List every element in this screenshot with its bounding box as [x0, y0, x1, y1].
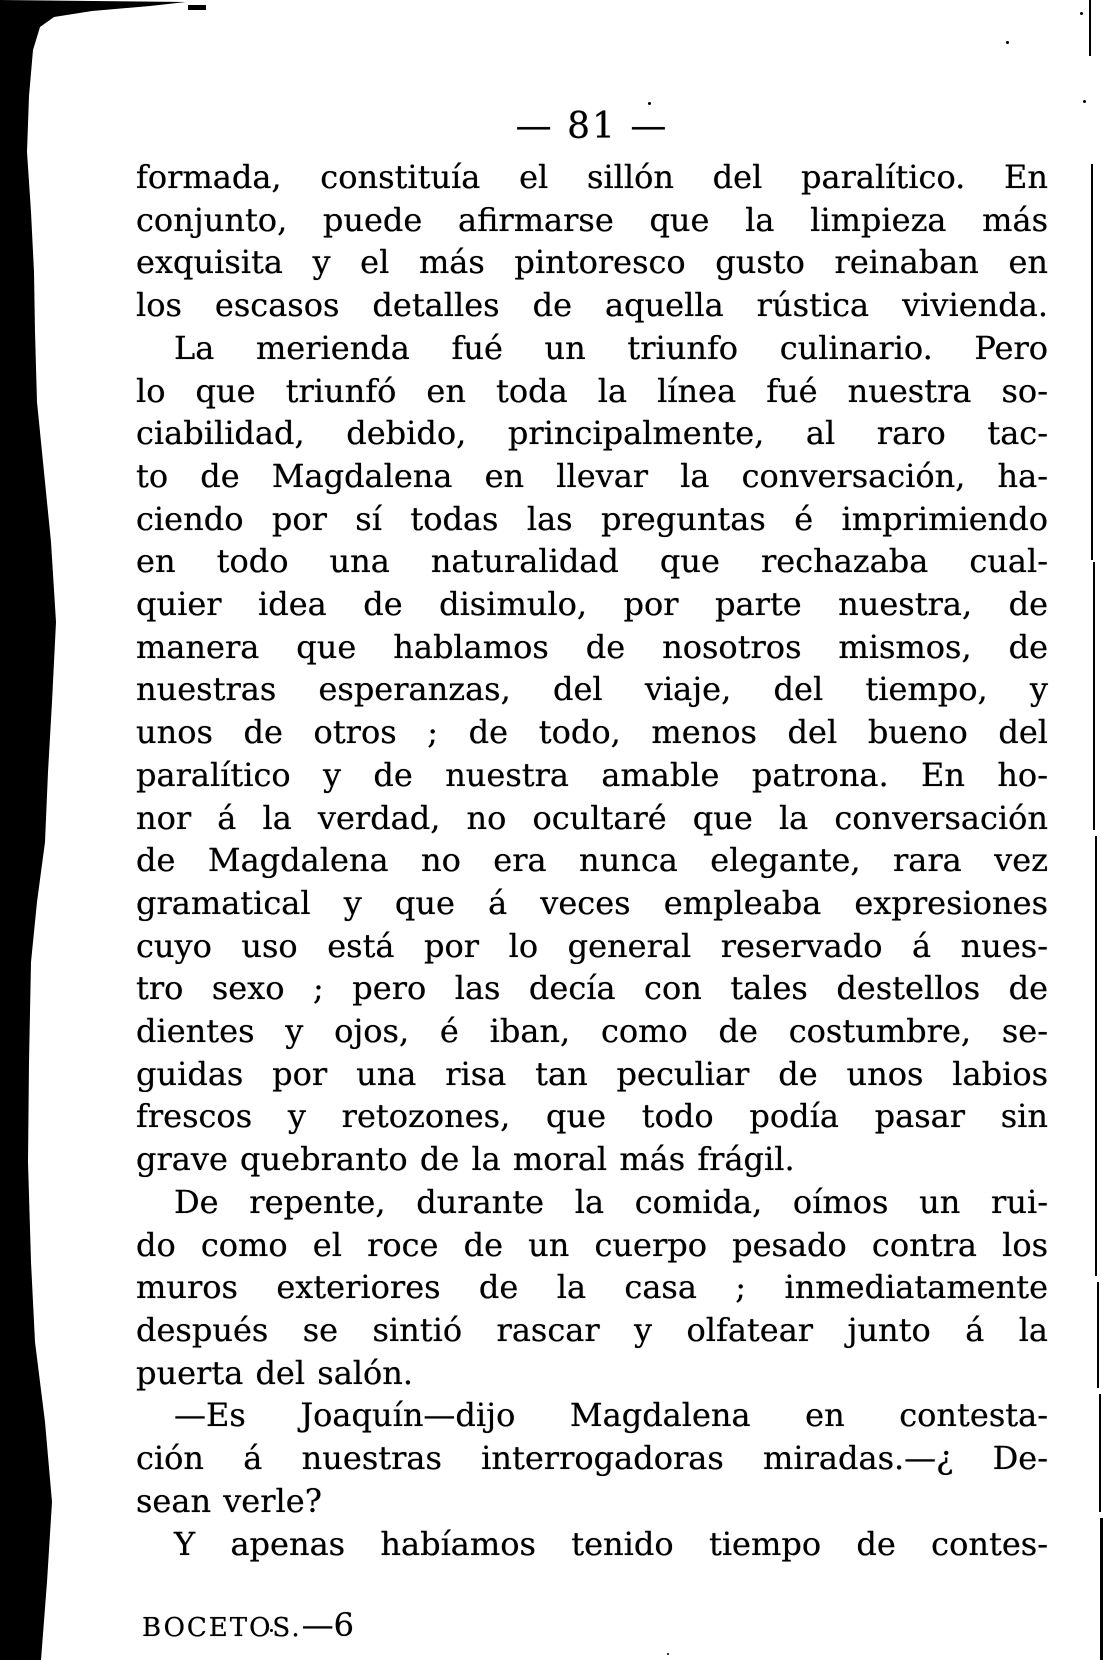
ink-speck — [667, 1653, 669, 1655]
page-number: — 81 — — [515, 106, 669, 147]
body-text — [136, 156, 1048, 1565]
text-line: De repente, durante la comida, oímos un rui- — [174, 1182, 1048, 1221]
text-line: los escasos detalles de aquella rústica vivienda. — [136, 286, 1048, 325]
text-line: lo que triunfó en toda la línea fué nuestra so- — [136, 371, 1048, 410]
text-line: grave quebranto de la moral más frágil. — [136, 1140, 795, 1179]
text-line: do como el roce de un cuerpo pesado contra los — [136, 1225, 1048, 1264]
page-edge-line — [1093, 562, 1095, 830]
text-line: ción á nuestras interrogadoras miradas.—¿ De- — [136, 1439, 1048, 1478]
signature-footer — [142, 1606, 354, 1644]
signature-number: —6 — [301, 1606, 354, 1644]
text-line: dientes y ojos, é iban, como de costumbre, se- — [136, 1012, 1048, 1051]
text-line: unos de otros ; de todo, menos del bueno del — [136, 713, 1048, 752]
text-line: Y apenas habíamos tenido tiempo de contes- — [174, 1524, 1048, 1563]
text-line: de Magdalena no era nunca elegante, rara vez — [136, 841, 1048, 880]
text-line: muros exteriores de la casa ; inmediatamente — [136, 1268, 1048, 1307]
page-edge-line — [1089, 0, 1091, 56]
text-line: tro sexo ; pero las decía con tales destellos de — [136, 969, 1048, 1008]
text-line: paralítico y de nuestra amable patrona. En ho- — [136, 755, 1048, 794]
ink-speck — [1006, 41, 1009, 44]
page-edge-line — [1100, 1518, 1103, 1660]
signature-caps: BOCETOS. — [142, 1613, 302, 1643]
text-line: formada, constituía el sillón del paralítico. En — [136, 158, 1048, 196]
text-line: después se sintió rascar y olfatear junto á la — [136, 1310, 1048, 1349]
text-line: to de Magdalena en llevar la conversación, ha- — [136, 456, 1048, 495]
text-line: frescos y retozones, que todo podía pasar sin — [136, 1097, 1048, 1136]
text-line: quier idea de disimulo, por parte nuestra, de — [136, 585, 1048, 624]
page-edge-line — [1095, 836, 1097, 1276]
text-line: nor á la verdad, no ocultaré que la conversación — [136, 798, 1048, 837]
text-line: manera que hablamos de nosotros mismos, de — [136, 627, 1048, 666]
text-line: en todo una naturalidad que rechazaba cual- — [136, 542, 1048, 581]
ink-speck — [1080, 12, 1083, 15]
text-line: ciabilidad, debido, principalmente, al raro tac- — [136, 414, 1048, 453]
text-line: nuestras esperanzas, del viaje, del tiempo, y — [136, 670, 1048, 709]
page-edge-line — [1099, 1394, 1101, 1512]
page-edge-line — [1091, 164, 1093, 560]
text-line: cuyo uso está por lo general reservado á nues- — [136, 926, 1048, 965]
text-line: sean verle? — [136, 1481, 322, 1520]
text-line: puerta del salón. — [136, 1353, 414, 1392]
text-line: gramatical y que á veces empleaba expresiones — [136, 883, 1048, 922]
ink-speck — [1083, 100, 1086, 103]
text-line: conjunto, puede afirmarse que la limpieza más — [136, 200, 1048, 239]
text-line: —Es Joaquín—dijo Magdalena en contesta- — [174, 1396, 1048, 1435]
text-line: exquisita y el más pintoresco gusto reinaban en — [136, 243, 1048, 282]
text-line: La merienda fué un triunfo culinario. Pero — [174, 328, 1048, 367]
text-line: ciendo por sí todas las preguntas é imprimiendo — [136, 499, 1048, 538]
page-edge-line — [1097, 1282, 1099, 1388]
ink-speck — [648, 102, 651, 105]
text-line: guidas por una risa tan peculiar de unos labios — [136, 1054, 1048, 1093]
